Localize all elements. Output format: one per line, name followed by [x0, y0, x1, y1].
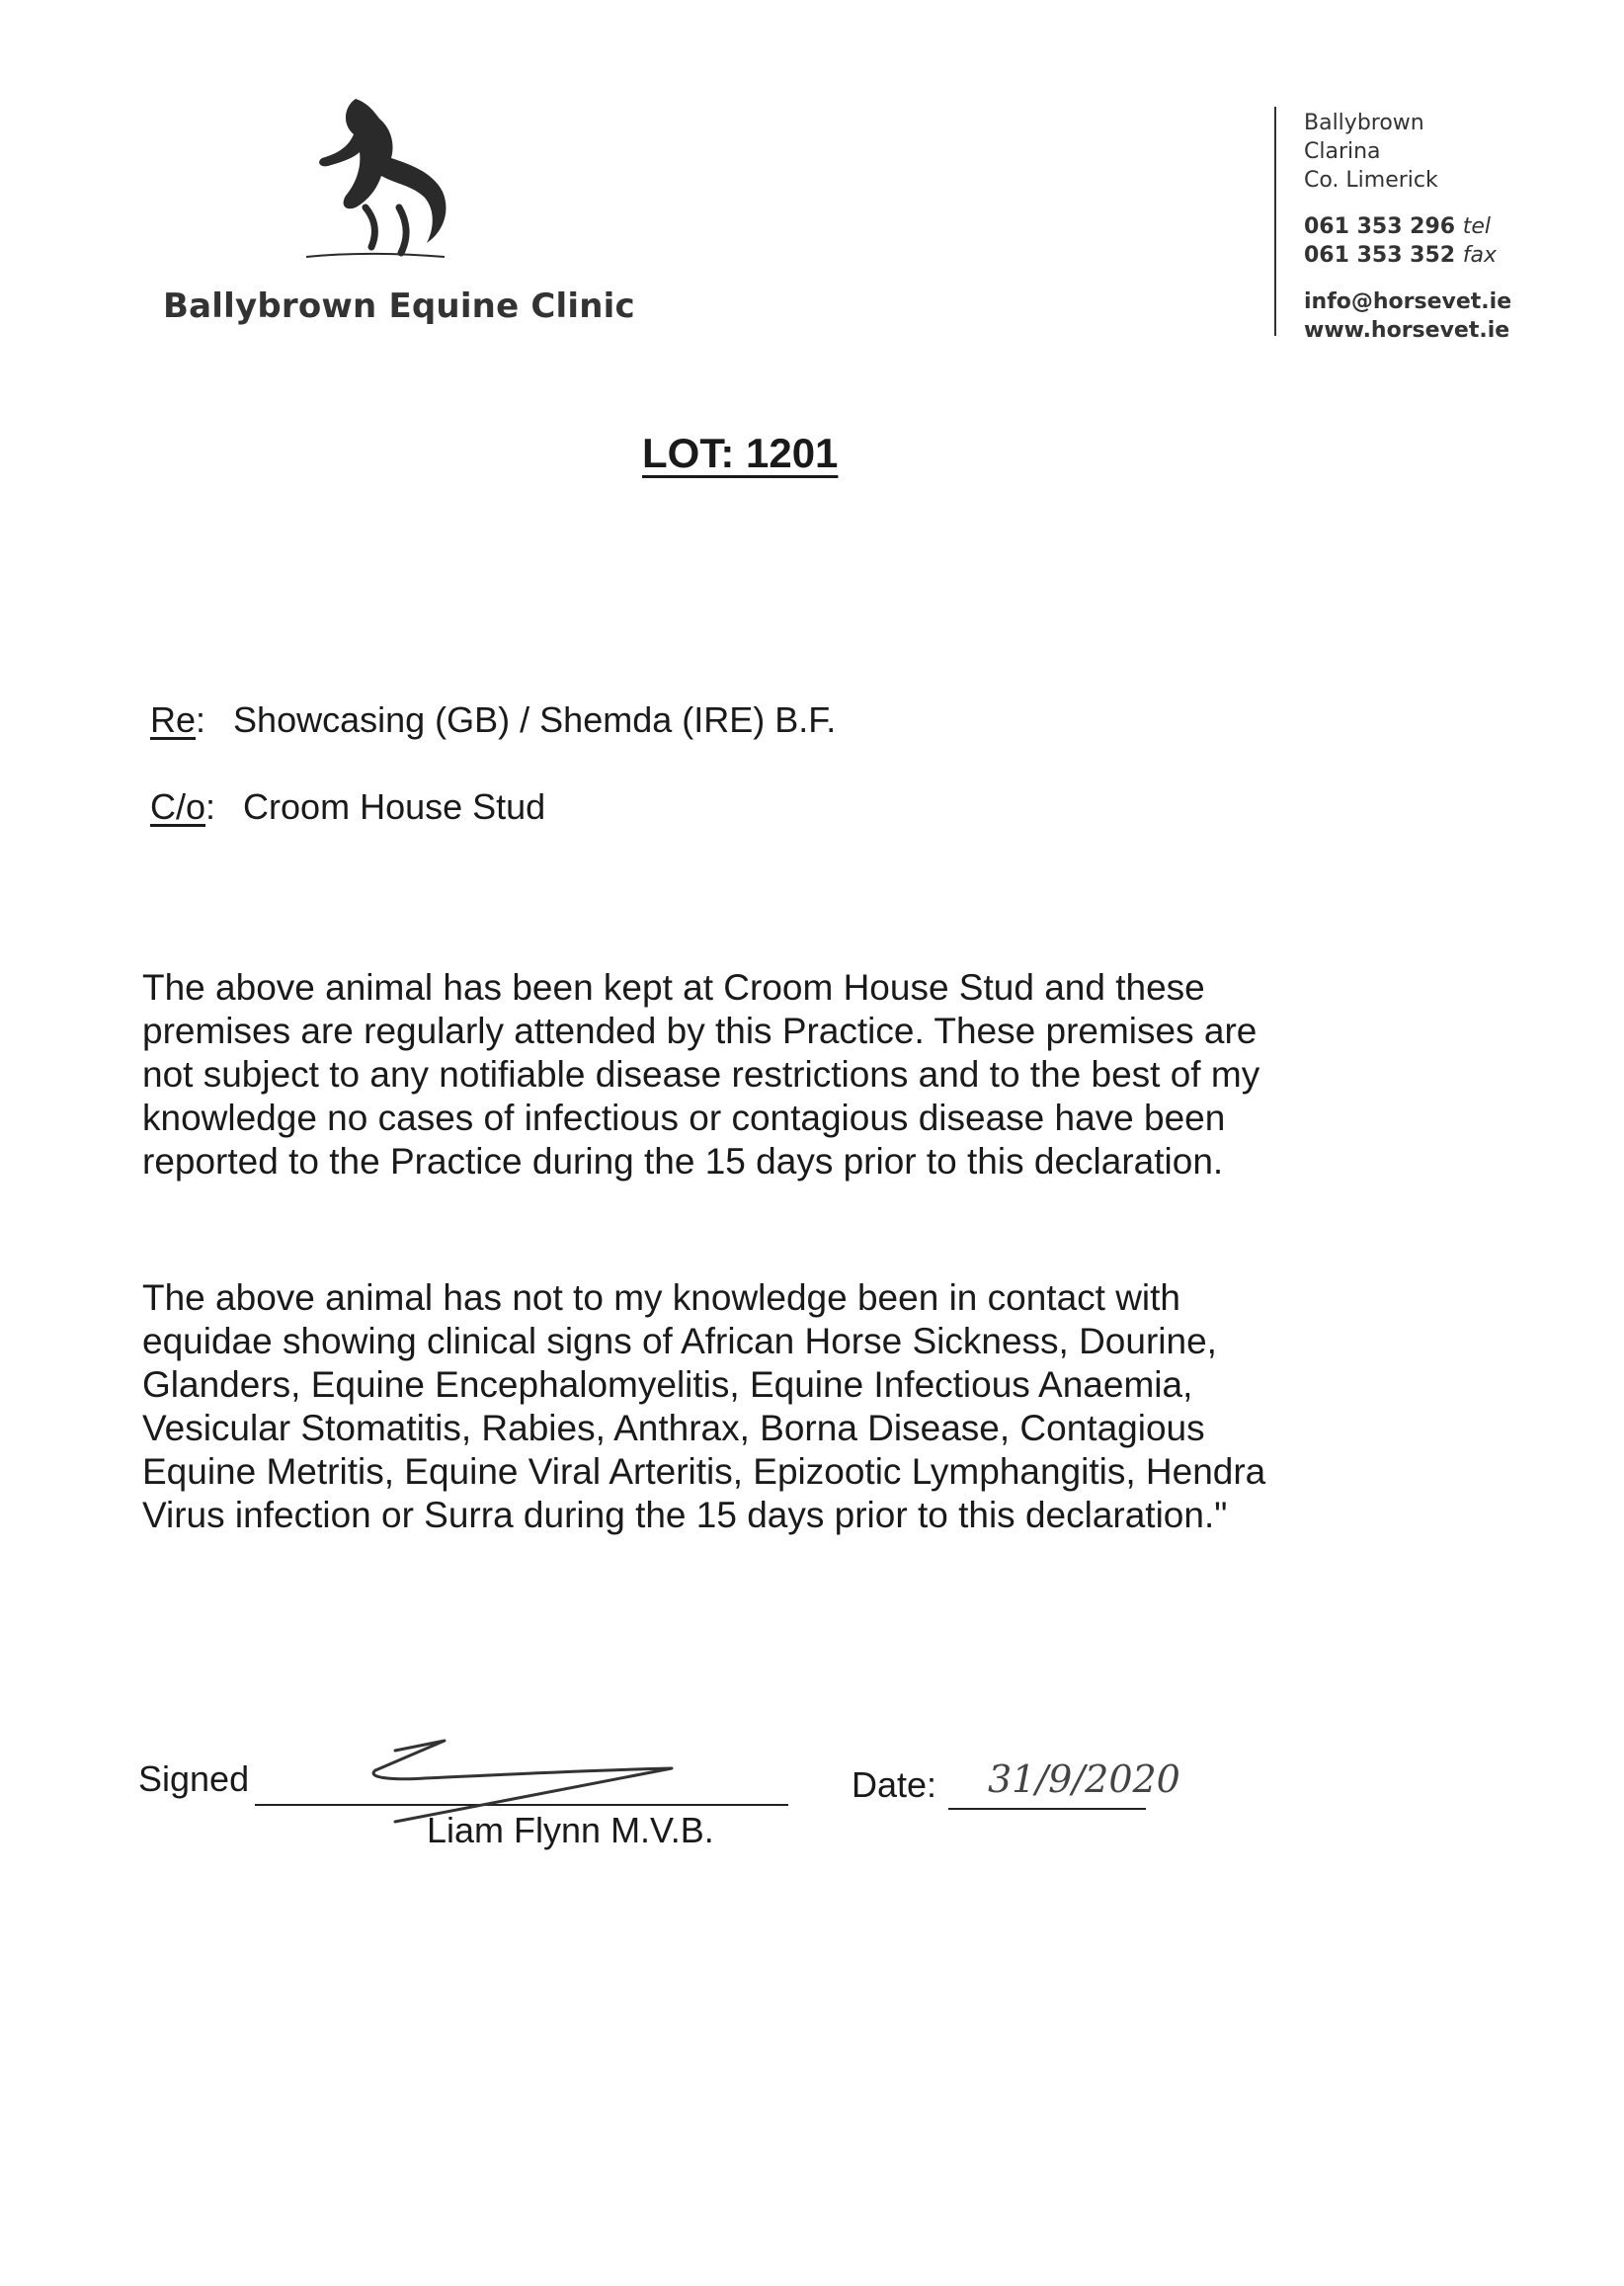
contact-divider	[1274, 107, 1276, 336]
lot-heading: LOT: 1201	[642, 430, 839, 476]
re-value: Showcasing (GB) / Shemda (IRE) B.F.	[233, 699, 837, 740]
date-label: Date:	[852, 1764, 937, 1805]
horse-logo-icon	[296, 89, 464, 267]
handwritten-date	[978, 1751, 1235, 1810]
website-link[interactable]: www.horsevet.ie	[1304, 318, 1510, 343]
signed-label: Signed	[138, 1758, 250, 1799]
svg-text:31/9/2020: 31/9/2020	[988, 1757, 1180, 1801]
co-label: C/o	[150, 786, 206, 827]
co-value: Croom House Stud	[243, 786, 546, 827]
address-line-3: Co. Limerick	[1304, 168, 1438, 193]
declaration-paragraph-1: The above animal has been kept at Croom House Stud and these premises are regularly attended by this Practice. These premises are not subject to any notifiable disease restrictions and to the best of my knowledge no cases of infectious or contagious disease have been reported to the Practice during the 15 days prior to this declaration.	[142, 967, 1260, 1182]
fax-line: 061 353 352 fax	[1304, 243, 1498, 268]
address-line-1: Ballybrown	[1304, 111, 1424, 135]
signer-name: Liam Flynn M.V.B.	[427, 1810, 714, 1850]
co-line: C/o: Croom House Stud	[150, 786, 546, 827]
declaration-paragraph-2: The above animal has not to my knowledge been in contact with equidae showing clinical signs of African Horse Sickness, Dourine, Glanders, Equine Encephalomyelitis, Equine Infectious Anaemia, Vesicular Stomatitis, Rabies, Anthrax, Borna Disease, Contagious Equine Metritis, Equine Viral Arteritis, Epizootic Lymphangitis, Hendra Virus infection or Surra during the 15 days prior to this declaration."	[142, 1277, 1266, 1535]
clinic-name: Ballybrown Equine Clinic	[163, 286, 635, 326]
re-line: Re: Showcasing (GB) / Shemda (IRE) B.F.	[150, 699, 837, 740]
email-link[interactable]: info@horsevet.ie	[1304, 289, 1512, 314]
address-line-2: Clarina	[1304, 139, 1381, 164]
phone-line: 061 353 296 tel	[1304, 214, 1492, 239]
re-label: Re	[150, 699, 197, 740]
contact-block	[1304, 109, 1511, 345]
